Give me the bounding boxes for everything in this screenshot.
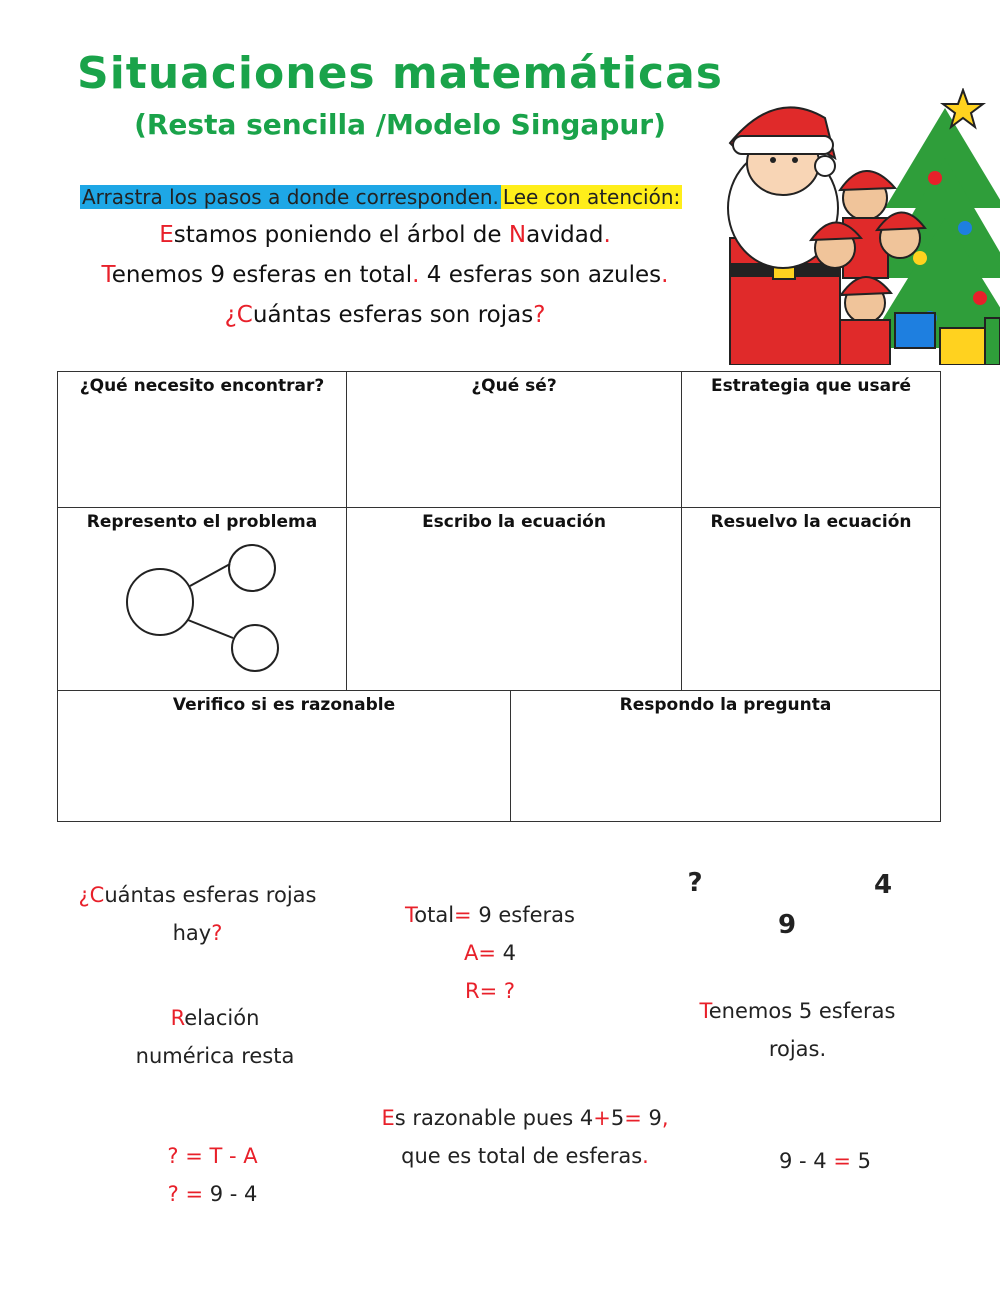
draggable-diagram-question[interactable]: ? [687, 868, 703, 898]
dropzone-solve-equation[interactable] [681, 507, 941, 691]
draggable-verification[interactable]: Es razonable pues 4+5= 9, que es total de esferas. [381, 1106, 669, 1168]
page-title: Situaciones matemáticas [77, 48, 723, 99]
instruction-read: Lee con atención: [502, 185, 681, 209]
draggable-strategy[interactable]: Relación numérica resta [135, 1006, 295, 1068]
dropzone-verify[interactable] [57, 690, 511, 822]
instruction-drag: Arrastra los pasos a donde corresponden. [82, 185, 499, 209]
cell-label: ¿Qué sé? [471, 376, 557, 396]
cell-label: Escribo la ecuación [422, 512, 606, 532]
cell-label: ¿Qué necesito encontrar? [79, 376, 325, 396]
dropzone-represent[interactable] [57, 507, 347, 691]
dropzone-write-equation[interactable] [346, 507, 682, 691]
problem-question: ¿Cuántas esferas son rojas? [224, 302, 546, 328]
dropzone-answer[interactable] [510, 690, 941, 822]
draggable-solution[interactable]: 9 - 4 = 5 [779, 1149, 871, 1173]
dropzone-strategy[interactable] [681, 371, 941, 508]
problem-line-2: Tenemos 9 esferas en total. 4 esferas son azules. [101, 262, 669, 288]
draggable-known-data[interactable]: Total= 9 esferas A= 4 R= ? [404, 903, 575, 1003]
cell-label: Represento el problema [86, 512, 318, 532]
cell-label: Verifico si es razonable [172, 695, 396, 715]
problem-line-1: Estamos poniendo el árbol de Navidad. [159, 222, 611, 248]
draggable-answer[interactable]: Tenemos 5 esferas rojas. [699, 999, 896, 1061]
cell-label: Respondo la pregunta [619, 695, 832, 715]
draggable-diagram-9[interactable]: 9 [777, 910, 797, 940]
instructions-bar [80, 180, 682, 214]
page-subtitle: (Resta sencilla /Modelo Singapur) [134, 108, 666, 141]
part-whole-diagram [118, 538, 288, 678]
draggable-diagram-4[interactable]: 4 [873, 870, 893, 900]
dropzone-what-i-know[interactable] [346, 371, 682, 508]
cell-label: Resuelvo la ecuación [710, 512, 912, 532]
draggable-question[interactable]: ¿Cuántas esferas rojas hay? [78, 883, 317, 945]
draggable-equation[interactable]: ? = T - A ? = 9 - 4 [167, 1144, 258, 1206]
cell-label: Estrategia que usaré [710, 376, 912, 396]
dropzone-what-to-find[interactable] [57, 371, 347, 508]
